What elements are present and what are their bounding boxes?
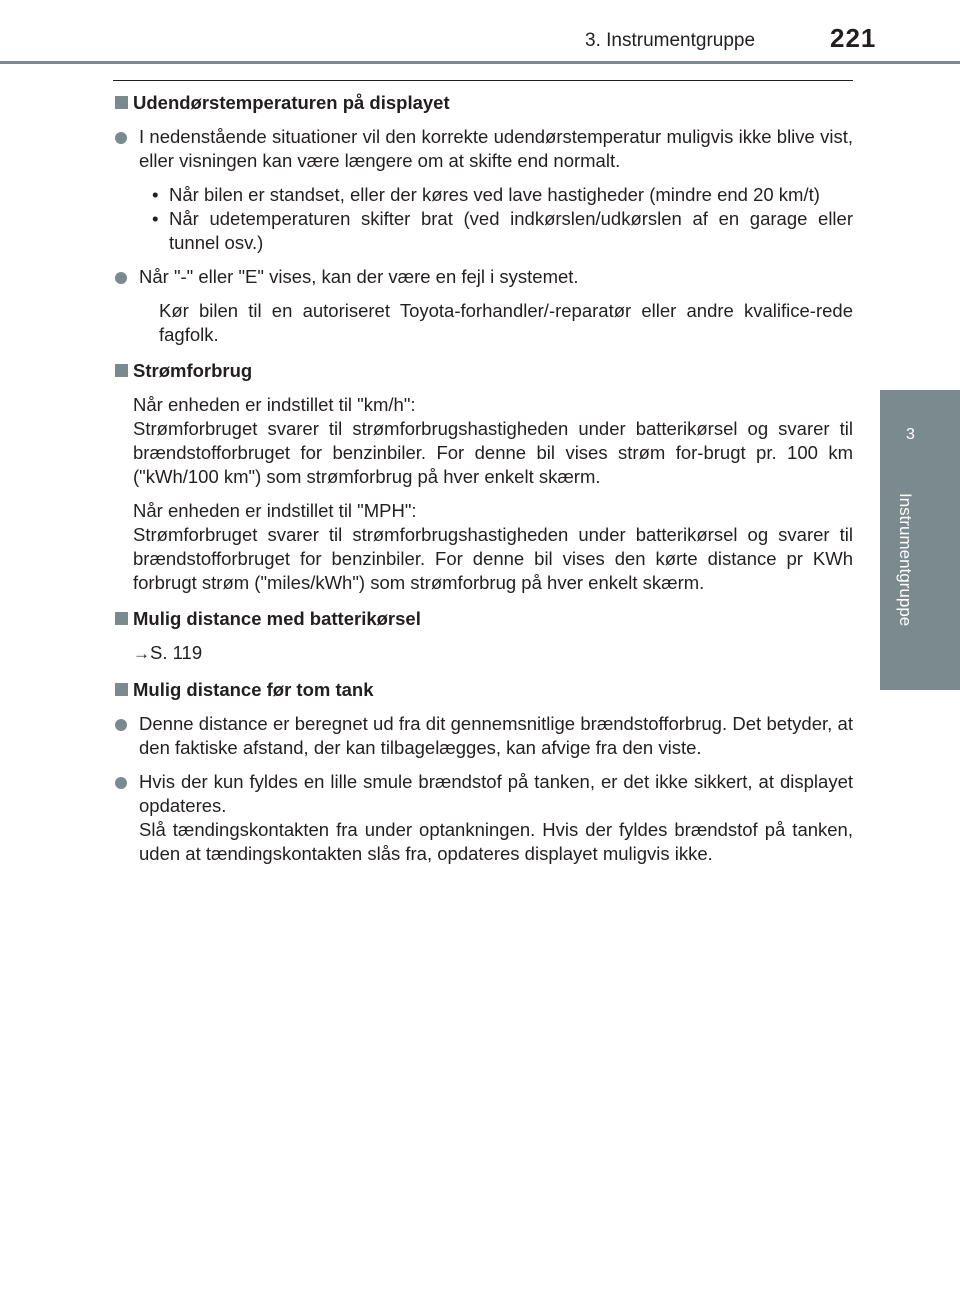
square-bullet-icon [115, 683, 128, 696]
page-number: 221 [830, 23, 877, 53]
bullet-text: Denne distance er beregnet ud fra dit gennemsnitlige brændstofforbrug. Det betyder, at den faktiske afstand, der kan tilbagelægges, kan afvige fra den viste. [139, 713, 853, 758]
paragraph-body: Strømforbruget svarer til strømforbrugshastigheden under batterikørsel og svarer til brændstofforbruget for benzinbiler. For denne bil vises strøm for-brugt pr. 100 km ("kWh/100 km") som strømforbrug på hver enkelt skærm. [133, 418, 853, 487]
round-bullet-icon [115, 272, 127, 284]
round-bullet-icon [115, 132, 127, 144]
bullet-item [113, 770, 853, 866]
square-bullet-icon [115, 364, 128, 377]
heading-text: Mulig distance med batterikørsel [133, 608, 421, 629]
square-bullet-icon [115, 612, 128, 625]
section-heading-outside-temperature [113, 91, 853, 115]
chapter-tab-label: Instrumentgruppe [896, 493, 915, 627]
paragraph [133, 393, 853, 489]
chapter-tab-label-box [895, 493, 925, 663]
paragraph: Kør bilen til en autoriseret Toyota-forhandler/-reparatør eller andre kvalifice-rede fagfolk. [159, 300, 853, 345]
bullet-text: I nedenstående situationer vil den korrekte udendørstemperatur muligvis ikke blive vist, eller visningen kan være længere om at skifte end normalt. [139, 126, 853, 171]
square-bullet-icon [115, 96, 128, 109]
section-heading-battery-range [113, 607, 853, 631]
bullet-text: Hvis der kun fyldes en lille smule brændstof på tanken, er det ikke sikkert, at displayet opdateres. [139, 771, 853, 816]
heading-text: Strømforbrug [133, 360, 253, 381]
heading-text: Mulig distance før tom tank [133, 679, 374, 700]
reference-text: S. 119 [150, 642, 203, 663]
sub-list-item [139, 183, 853, 207]
arrow-right-icon: → [133, 644, 150, 663]
round-bullet-icon [115, 777, 127, 789]
bullet-text: Slå tændingskontakten fra under optankningen. Hvis der fyldes brændstof på tanken, uden at tændingskontakten slås fra, opdateres displayet muligvis ikke. [139, 819, 853, 864]
chapter-title: 3. Instrumentgruppe [585, 30, 756, 51]
dot-marker-icon: • [152, 208, 159, 229]
section-heading-power-consumption [113, 359, 853, 383]
header-rule [0, 61, 960, 64]
heading-text: Udendørstemperaturen på displayet [133, 92, 450, 113]
paragraph-lead: Når enheden er indstillet til "km/h": [133, 394, 416, 415]
sub-item-text: Når udetemperaturen skifter brat (ved indkørslen/udkørslen af en garage eller tunnel osv.) [169, 208, 853, 253]
bullet-text: Når "-" eller "E" vises, kan der være en fejl i systemet. [139, 266, 579, 287]
paragraph [133, 499, 853, 595]
sub-item-text: Når bilen er standset, eller der køres ved lave hastigheder (mindre end 20 km/t) [169, 184, 820, 205]
content-rule [113, 80, 853, 81]
paragraph-body: Strømforbruget svarer til strømforbrugshastigheden under batterikørsel og svarer til brændstofforbruget for benzinbiler. For denne bil vises den kørte distance pr KWh forbrugt strøm ("miles/kWh") som strømforbrug på hver enkelt skærm. [133, 524, 853, 593]
round-bullet-icon [115, 719, 127, 731]
sub-list [139, 183, 853, 255]
bullet-item [113, 265, 853, 289]
paragraph-lead: Når enheden er indstillet til "MPH": [133, 500, 417, 521]
page-reference-link[interactable] [133, 641, 853, 666]
bullet-item [113, 712, 853, 760]
dot-marker-icon: • [152, 184, 159, 205]
sub-list-item [139, 207, 853, 255]
page-content [113, 91, 853, 876]
bullet-item [113, 125, 853, 173]
chapter-tab-number: 3 [906, 426, 915, 443]
section-heading-range-before-empty [113, 678, 853, 702]
